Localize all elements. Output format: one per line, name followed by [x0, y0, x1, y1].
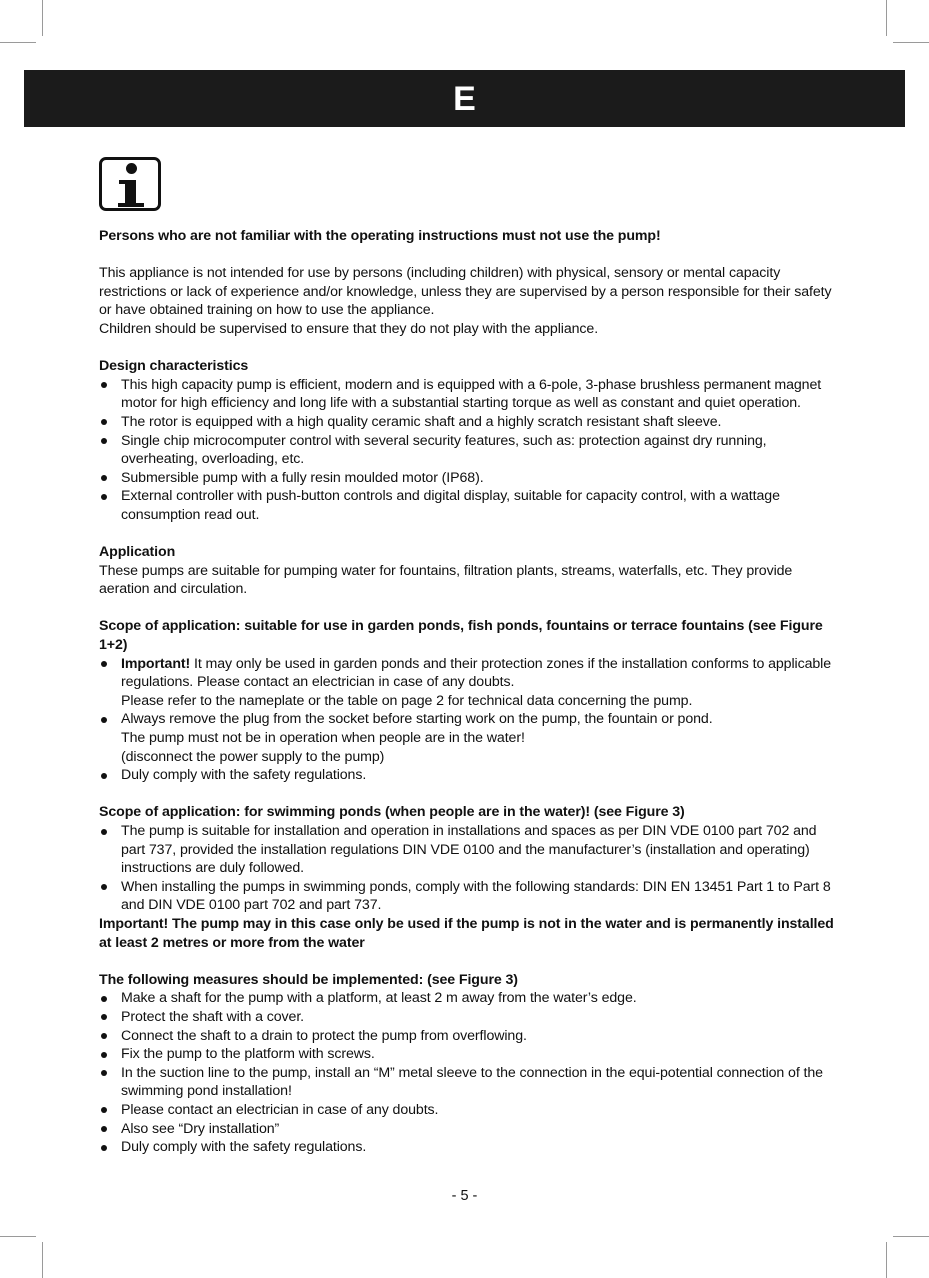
intro-warning: Persons who are not familiar with the operating instructions must not use the pump!: [99, 228, 661, 244]
list-item: Duly comply with the safety regulations.: [99, 766, 839, 785]
list-item: [99, 655, 839, 711]
design-heading: Design characteristics: [99, 358, 249, 375]
crop-mark-top-right-h: [893, 42, 929, 43]
spacer: [99, 246, 839, 265]
list-item: The rotor is equipped with a high quality ceramic shaft and a highly scratch resistant shaft sleeve.: [99, 413, 839, 432]
language-letter: E: [453, 80, 476, 118]
list-item: When installing the pumps in swimming ponds, comply with the following standards: DIN EN 13451 Part 1 to Part 8 and DIN VDE 0100 part 702 and part 737.: [99, 878, 839, 915]
list-item: Fix the pump to the platform with screws.: [99, 1045, 839, 1064]
crop-mark-top-right: [886, 0, 887, 36]
list-item: Submersible pump with a fully resin moulded motor (IP68).: [99, 469, 839, 488]
people-in-water-warning: The pump must not be in operation when people are in the water!: [121, 730, 525, 747]
info-icon-stem: [125, 180, 136, 205]
page-number: - 5 -: [451, 1188, 478, 1204]
list-item: [99, 710, 839, 766]
language-banner: [24, 70, 905, 127]
list-item: Single chip microcomputer control with several security features, such as: protection against dry running, overheating, overloading, etc.: [99, 432, 839, 469]
spacer: [99, 599, 839, 618]
crop-mark-bottom-left: [42, 1242, 43, 1278]
crop-mark-top-left-h: [0, 42, 36, 43]
info-icon-serif-bottom: [118, 203, 144, 207]
list-item: Duly comply with the safety regulations.: [99, 1138, 839, 1157]
crop-mark-bottom-right: [886, 1242, 887, 1278]
document-body: [99, 227, 839, 1157]
measures-heading: The following measures should be implemented: (see Figure 3): [99, 971, 518, 988]
measures-list: [99, 989, 839, 1156]
list-item: The pump is suitable for installation and operation in installations and spaces as per DIN VDE 0100 part 702 and part 737, provided the installation regulations DIN VDE 0100 and the manufacturer’s (installation and operating) instructions are duly followed.: [99, 822, 839, 878]
info-icon: [99, 157, 161, 211]
scope1-heading: Scope of application: suitable for use in garden ponds, fish ponds, fountains or terrace fountains (see Figure 1+2): [99, 618, 823, 654]
disconnect-note: (disconnect the power supply to the pump): [121, 748, 385, 765]
list-item: Connect the shaft to a drain to protect the pump from overflowing.: [99, 1027, 839, 1046]
important-label: Important!: [121, 655, 191, 672]
crop-mark-top-left: [42, 0, 43, 36]
spacer: [99, 785, 839, 804]
application-text: These pumps are suitable for pumping water for fountains, filtration plants, streams, waterfalls, etc. They provide aeration and circulation.: [99, 562, 793, 598]
scope2-important: Important! The pump may in this case only be used if the pump is not in the water and is permanently installed at least 2 metres or more from the water: [99, 915, 834, 951]
info-icon-dot: [126, 163, 137, 174]
important-text: It may only be used in garden ponds and their protection zones if the installation conforms to applicable regulations. Please contact an electrician in case of any doubts.: [121, 655, 831, 691]
crop-mark-bottom-right-h: [893, 1236, 929, 1237]
intro-paragraph-children: Children should be supervised to ensure that they do not play with the appliance.: [99, 320, 599, 337]
crop-mark-bottom-left-h: [0, 1236, 36, 1237]
plug-warning: Always remove the plug from the socket before starting work on the pump, the fountain or pond.: [121, 711, 713, 728]
scope1-list: [99, 655, 839, 785]
application-heading: Application: [99, 544, 176, 561]
scope2-heading: Scope of application: for swimming ponds (when people are in the water)! (see Figure 3): [99, 804, 685, 821]
list-item: Please contact an electrician in case of any doubts.: [99, 1101, 839, 1120]
spacer: [99, 339, 839, 358]
nameplate-note: Please refer to the nameplate or the table on page 2 for technical data concerning the pump.: [121, 692, 693, 709]
list-item: Protect the shaft with a cover.: [99, 1008, 839, 1027]
list-item: Make a shaft for the pump with a platform, at least 2 m away from the water’s edge.: [99, 989, 839, 1008]
design-list: [99, 376, 839, 525]
scope2-list: [99, 822, 839, 915]
list-item: Also see “Dry installation”: [99, 1120, 839, 1139]
spacer: [99, 525, 839, 544]
list-item: This high capacity pump is efficient, modern and is equipped with a 6-pole, 3-phase brushless permanent magnet motor for high efficiency and long life with a substantial starting torque as well as constant and quiet operation.: [99, 376, 839, 413]
intro-paragraph: This appliance is not intended for use by persons (including children) with physical, sensory or mental capacity restrictions or lack of experience and/or knowledge, unless they are supervised by a person responsible for their safety or have obtained training on how to use the appliance.: [99, 265, 832, 319]
spacer: [99, 952, 839, 971]
list-item: External controller with push-button controls and digital display, suitable for capacity control, with a wattage consumption read out.: [99, 487, 839, 524]
list-item: In the suction line to the pump, install an “M” metal sleeve to the connection in the equi-potential connection of the swimming pond installation!: [99, 1064, 839, 1101]
